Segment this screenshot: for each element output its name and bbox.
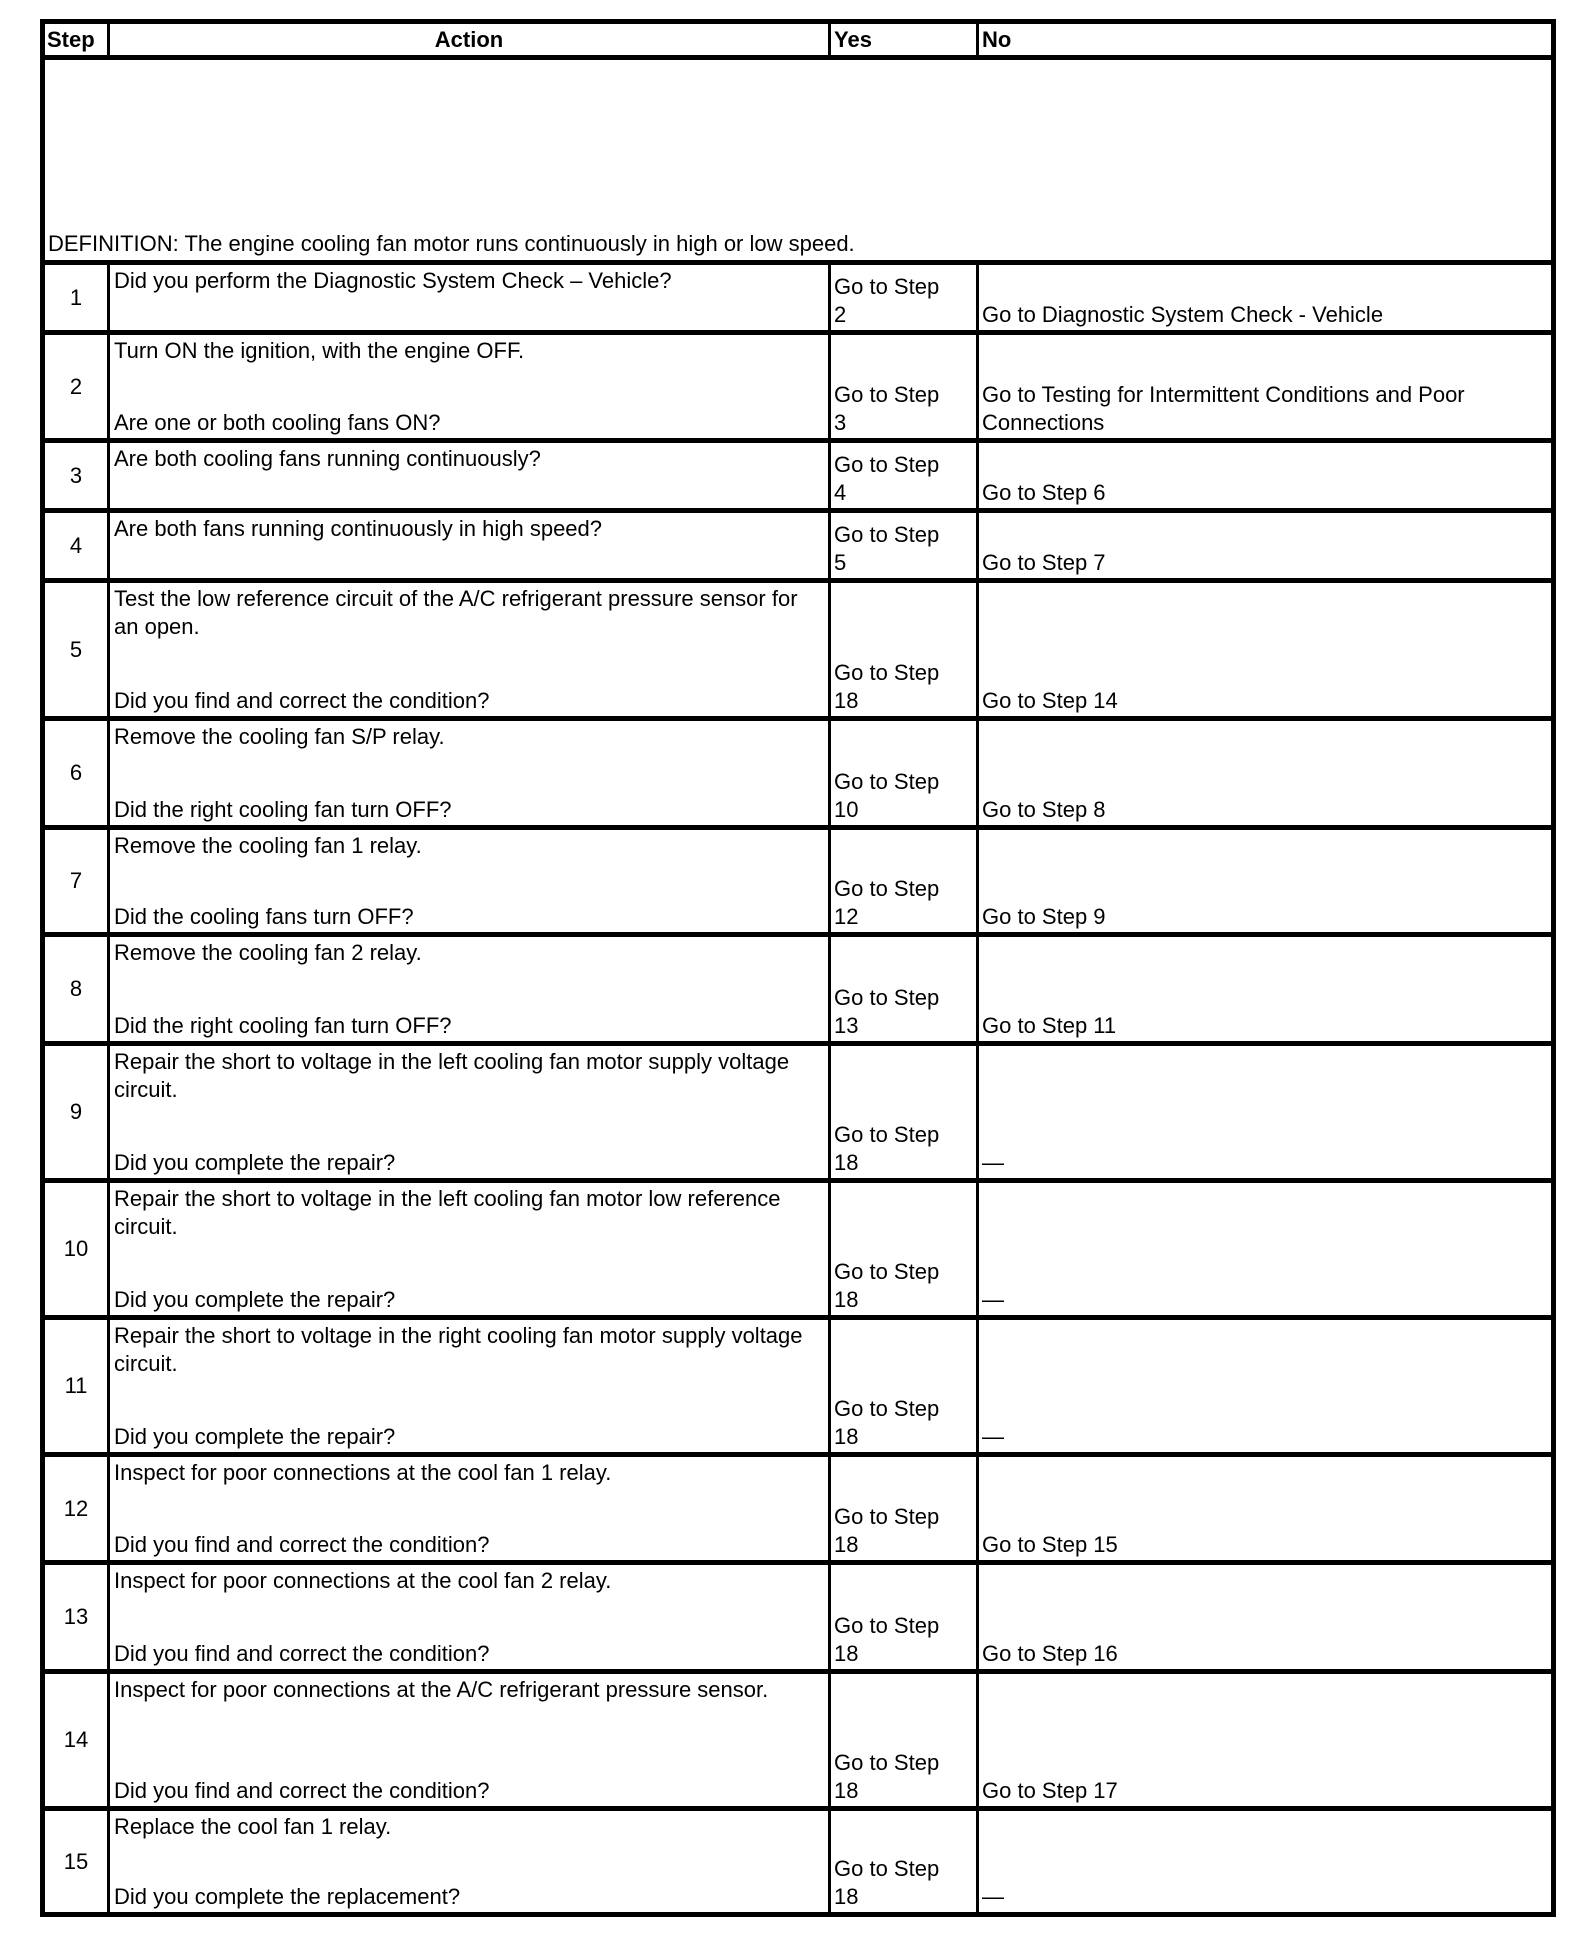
action-cell (109, 441, 830, 511)
step-number: 14 (43, 1672, 109, 1809)
action-instruction: Replace the cool fan 1 relay. (114, 1814, 392, 1839)
action-content (110, 443, 828, 508)
action-content (110, 1565, 828, 1669)
action-cell (109, 263, 830, 333)
table-row (43, 1809, 1554, 1915)
header-yes: Yes (830, 22, 978, 58)
no-result: Go to Diagnostic System Check - Vehicle (978, 263, 1554, 333)
no-result: Go to Step 7 (978, 511, 1554, 581)
action-cell (109, 1318, 830, 1455)
table-row (43, 935, 1554, 1044)
action-content (110, 1183, 828, 1315)
action-content (110, 830, 828, 932)
step-number: 6 (43, 719, 109, 828)
yes-result: Go to Step 18 (830, 1455, 978, 1563)
action-instruction: Inspect for poor connections at the A/C refrigerant pressure sensor. (114, 1677, 769, 1702)
header-step: Step (43, 22, 109, 58)
action-cell (109, 1809, 830, 1915)
yes-result: Go to Step 2 (830, 263, 978, 333)
yes-result: Go to Step 18 (830, 1318, 978, 1455)
diagnostic-table (40, 19, 1556, 1917)
action-instruction: Remove the cooling fan 1 relay. (114, 833, 422, 858)
step-number: 4 (43, 511, 109, 581)
action-instruction: Did you perform the Diagnostic System Check – Vehicle? (114, 268, 672, 293)
step-number: 1 (43, 263, 109, 333)
action-content (110, 1457, 828, 1560)
step-number: 10 (43, 1181, 109, 1318)
step-number: 3 (43, 441, 109, 511)
action-question: Did the right cooling fan turn OFF? (114, 1013, 452, 1038)
yes-result: Go to Step 18 (830, 1809, 978, 1915)
no-result: Go to Step 14 (978, 581, 1554, 719)
no-result: Go to Step 8 (978, 719, 1554, 828)
action-instruction: Remove the cooling fan 2 relay. (114, 940, 422, 965)
yes-result: Go to Step 4 (830, 441, 978, 511)
action-instruction: Remove the cooling fan S/P relay. (114, 724, 445, 749)
action-question: Did you find and correct the condition? (114, 1778, 490, 1803)
table-row (43, 719, 1554, 828)
action-instruction: Inspect for poor connections at the cool fan 2 relay. (114, 1568, 612, 1593)
action-cell (109, 719, 830, 828)
action-instruction: Turn ON the ignition, with the engine OFF. (114, 338, 525, 363)
table-row (43, 581, 1554, 719)
action-cell (109, 1563, 830, 1672)
table-row (43, 263, 1554, 333)
action-cell (109, 1455, 830, 1563)
action-instruction: Repair the short to voltage in the left cooling fan motor low reference circuit. (114, 1186, 781, 1239)
table-row (43, 1044, 1554, 1181)
table-row (43, 1455, 1554, 1563)
no-result: Go to Step 16 (978, 1563, 1554, 1672)
step-number: 13 (43, 1563, 109, 1672)
no-result: — (978, 1809, 1554, 1915)
yes-result: Go to Step 3 (830, 333, 978, 441)
step-number: 15 (43, 1809, 109, 1915)
action-instruction: Repair the short to voltage in the right cooling fan motor supply voltage circuit. (114, 1323, 803, 1376)
table-row (43, 828, 1554, 935)
action-cell (109, 1672, 830, 1809)
yes-result: Go to Step 18 (830, 1563, 978, 1672)
yes-result: Go to Step 18 (830, 1181, 978, 1318)
yes-result: Go to Step 18 (830, 1044, 978, 1181)
no-result: Go to Step 15 (978, 1455, 1554, 1563)
action-cell (109, 1044, 830, 1181)
action-instruction: Test the low reference circuit of the A/C refrigerant pressure sensor for an open. (114, 586, 798, 639)
action-cell (109, 828, 830, 935)
step-number: 9 (43, 1044, 109, 1181)
action-question: Did you complete the replacement? (114, 1884, 461, 1909)
table-row (43, 511, 1554, 581)
step-number: 5 (43, 581, 109, 719)
no-result: — (978, 1044, 1554, 1181)
table-row (43, 1672, 1554, 1809)
action-content (110, 583, 828, 716)
action-cell (109, 581, 830, 719)
no-result: Go to Step 9 (978, 828, 1554, 935)
yes-result: Go to Step 18 (830, 1672, 978, 1809)
no-result: — (978, 1318, 1554, 1455)
action-question: Did you find and correct the condition? (114, 1641, 490, 1666)
action-content (110, 937, 828, 1041)
no-result: Go to Step 17 (978, 1672, 1554, 1809)
table-row (43, 1563, 1554, 1672)
action-content (110, 513, 828, 578)
yes-result: Go to Step 18 (830, 581, 978, 719)
action-question: Are one or both cooling fans ON? (114, 410, 441, 435)
action-cell (109, 935, 830, 1044)
action-instruction: Are both cooling fans running continuously? (114, 446, 541, 471)
no-result: Go to Testing for Intermittent Conditions and Poor Connections (978, 333, 1554, 441)
action-content (110, 721, 828, 825)
action-question: Did you find and correct the condition? (114, 1532, 490, 1557)
table-row (43, 1181, 1554, 1318)
definition-text: DEFINITION: The engine cooling fan motor runs continuously in high or low speed. (43, 58, 1554, 263)
step-number: 8 (43, 935, 109, 1044)
header-no: No (978, 22, 1554, 58)
action-instruction: Inspect for poor connections at the cool fan 1 relay. (114, 1460, 612, 1485)
table-row (43, 441, 1554, 511)
yes-result: Go to Step 5 (830, 511, 978, 581)
table-row (43, 333, 1554, 441)
action-content (110, 265, 828, 330)
action-content (110, 1046, 828, 1178)
no-result: Go to Step 11 (978, 935, 1554, 1044)
action-content (110, 1811, 828, 1912)
action-cell (109, 1181, 830, 1318)
action-cell (109, 511, 830, 581)
yes-result: Go to Step 12 (830, 828, 978, 935)
step-number: 2 (43, 333, 109, 441)
action-content (110, 1674, 828, 1806)
definition-row (43, 58, 1554, 263)
no-result: Go to Step 6 (978, 441, 1554, 511)
step-number: 7 (43, 828, 109, 935)
action-question: Did you find and correct the condition? (114, 688, 490, 713)
yes-result: Go to Step 10 (830, 719, 978, 828)
header-row (43, 22, 1554, 58)
action-instruction: Are both fans running continuously in high speed? (114, 516, 603, 541)
action-instruction: Repair the short to voltage in the left cooling fan motor supply voltage circuit. (114, 1049, 790, 1102)
action-content (110, 1320, 828, 1452)
header-action: Action (109, 22, 830, 58)
action-content (110, 335, 828, 438)
action-cell (109, 333, 830, 441)
action-question: Did you complete the repair? (114, 1150, 396, 1175)
step-number: 12 (43, 1455, 109, 1563)
table-row (43, 1318, 1554, 1455)
action-question: Did you complete the repair? (114, 1287, 396, 1312)
no-result: — (978, 1181, 1554, 1318)
action-question: Did you complete the repair? (114, 1424, 396, 1449)
action-question: Did the right cooling fan turn OFF? (114, 797, 452, 822)
action-question: Did the cooling fans turn OFF? (114, 904, 414, 929)
yes-result: Go to Step 13 (830, 935, 978, 1044)
step-number: 11 (43, 1318, 109, 1455)
